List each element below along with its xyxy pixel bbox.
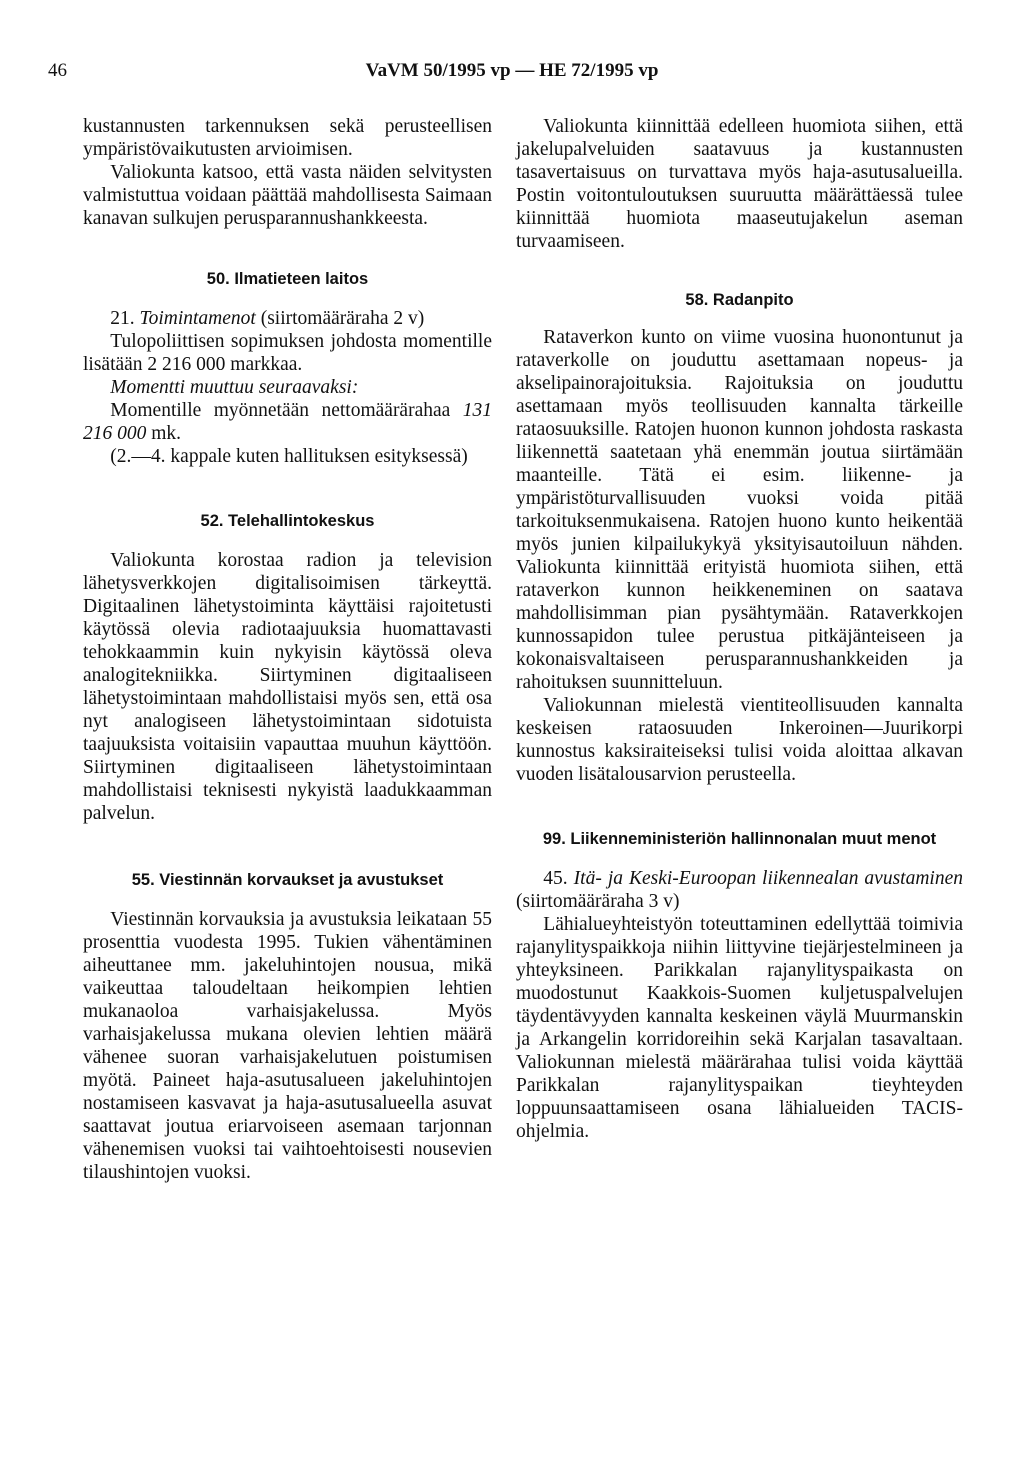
left-column <box>83 115 492 1184</box>
item-21-text: Tulopoliittisen sopimuksen johdosta momentille lisätään 2 216 000 markkaa. <box>83 331 492 375</box>
item-21-note: (2.—4. kappale kuten hallituksen esityksessä) <box>110 446 468 467</box>
section-55-paragraph: Viestinnän korvauksia ja avustuksia leikataan 55 prosenttia vuodesta 1995. Tukien vähentäminen aiheuttanee mm. jakeluhintojen nousua, mikä vaikeuttaa taloudeltaan heikompien lehtien mukanaoloa varhaisjakelussa. Myös varhaisjakelussa mukana olevien lehtien määrä vähenee suoran varhaisjakelutuen poistumisen myötä. Paineet haja-asutusalueen jakeluhintojen nostamiseen kasvavat ja haja-asutusalueella asuvat saattavat joutua eriarvoiseen asemaan tarjonnan vähenemisen vuoksi tai vaihtoehtoisesti nousevien tilaushintojen vuoksi. <box>83 909 492 1183</box>
page-header <box>0 60 1024 90</box>
item-21-amount-unit: mk. <box>146 423 182 444</box>
item-45-heading <box>516 867 963 913</box>
item-21-type: (siirtomääräraha 2 v) <box>255 308 425 329</box>
item-21-change: Momentti muuttuu seuraavaksi: <box>110 377 359 398</box>
section-heading-99: 99. Liikenneministeriön hallinnonalan muut menot <box>542 830 937 848</box>
item-45-number: 45. <box>543 868 574 889</box>
item-45-type: (siirtomääräraha 3 v) <box>516 891 680 912</box>
section-heading-55: 55. Viestinnän korvaukset ja avustukset <box>131 871 444 889</box>
section-58-paragraph-2: Valiokunnan mielestä vientiteollisuuden kannalta keskeisen rataosuuden Inkeroinen—Juurikorpi kunnostus kaksiraiteiseksi tulisi voida aloittaa alkavan vuoden lisätalousarvion perusteella. <box>516 695 963 785</box>
item-45-title: Itä- ja Keski-Euroopan liikennealan avustaminen <box>573 868 964 889</box>
right-column <box>516 115 963 1143</box>
section-52-paragraph: Valiokunta korostaa radion ja television lähetysverkkojen digitalisoimisen tärkeyttä. Digitaalinen lähetystoiminta käyttäisi rajoitetusti käytössä olevia radiotaajuuksia huomattavasti tehokkaammin kuin nykyisin käytössä oleva analogitekniikka. Siirtyminen digitaaliseen lähetystoimintaan mahdollistaisi myös sen, että osa nyt analogiseen lähetystoimintaan sidotuista taajuuksista voitaisiin vapauttaa muuhun käyttöön. Siirtyminen digitaaliseen lähetystoimintaan mahdollistaisi teknisesti nykyistä laadukkaamman palvelun. <box>83 550 492 824</box>
section-heading-50: 50. Ilmatieteen laitos <box>206 270 369 288</box>
section-heading-58: 58. Radanpito <box>685 291 794 309</box>
left-paragraph-2: Valiokunta katsoo, että vasta näiden selvitysten valmistuttua voidaan päättää mahdollisesta Saimaan kanavan sulkujen perusparannushankkeesta. <box>83 162 492 229</box>
running-title: VaVM 50/1995 vp — HE 72/1995 vp <box>365 60 659 81</box>
left-paragraph-1: kustannusten tarkennuksen sekä perusteellisen ympäristövaikutusten arvioimisen. <box>83 116 492 160</box>
item-21-amount: 131 216 000 <box>83 400 492 444</box>
page-number: 46 <box>48 60 67 81</box>
item-21-heading <box>83 307 492 330</box>
item-21-amount-text: Momentille myönnetään nettomäärärahaa <box>110 400 451 421</box>
item-21-amount-line <box>83 399 492 445</box>
item-21-title: Toimintamenot <box>139 308 256 329</box>
right-paragraph-1: Valiokunta kiinnittää edelleen huomiota siihen, että jakelupalveluiden saatavuus ja kustannusten tasavertaisuus on turvattava myös haja-asutusalueilla. Postin voitontuloutuksen suuruutta määrättäessä tulee kiinnittää huomiota maaseutujakelun aseman turvaamiseen. <box>516 116 963 252</box>
item-45-text: Lähialueyhteistyön toteuttaminen edellyttää toimivia rajanylityspaikkoja niihin liittyvine tiejärjestelmineen ja yhteyksineen. Parikkalan rajanylityspaikasta on muodostunut Kaakkois-Suomen kuljetuspalvelujen täydentävyyden kannalta keskeinen väylä Muurmanskin ja Arkangelin korridoreihin sekä Karjalan tasavaltaan. Valiokunnan mielestä määrärahaa tulisi voida käyttää Parikkalan rajanylityspaikan tieyhteyden loppuunsaattamiseen osana lähialueiden TACIS-ohjelmia. <box>516 914 963 1142</box>
section-58-paragraph-1: Rataverkon kunto on viime vuosina huonontunut ja rataverkolle on jouduttu asettamaan nopeus- ja akselipainorajoituksia. Rajoituksia on jouduttu asettamaan myös teollisuuden kannalta tärkeille rataosuuksille. Ratojen huonon kunnon johdosta raskasta liikennettä saatetaan yhä enemmän joutua siirtämään maanteille. Tätä ei esim. liikenne- ja ympäristöturvallisuuden vuoksi voida pitää tarkoituksenmukaisena. Ratojen huono kunto heikentää myös junien kilpailukykyä yksityisautoiluun nähden. Valiokunta kiinnittää erityistä huomiota siihen, että rataverkon kunnon heikkeneminen on saatava mahdollisimman pian pysähtymään. Rataverkkojen kunnossapidon tulee perustua pitkäjänteiseen ja kokonaisvaltaiseen perusparannushankkeiden ja rahoituksen suunnitteluun. <box>516 327 963 693</box>
section-heading-52: 52. Telehallintokeskus <box>200 512 375 530</box>
item-21-number: 21. <box>110 308 140 329</box>
